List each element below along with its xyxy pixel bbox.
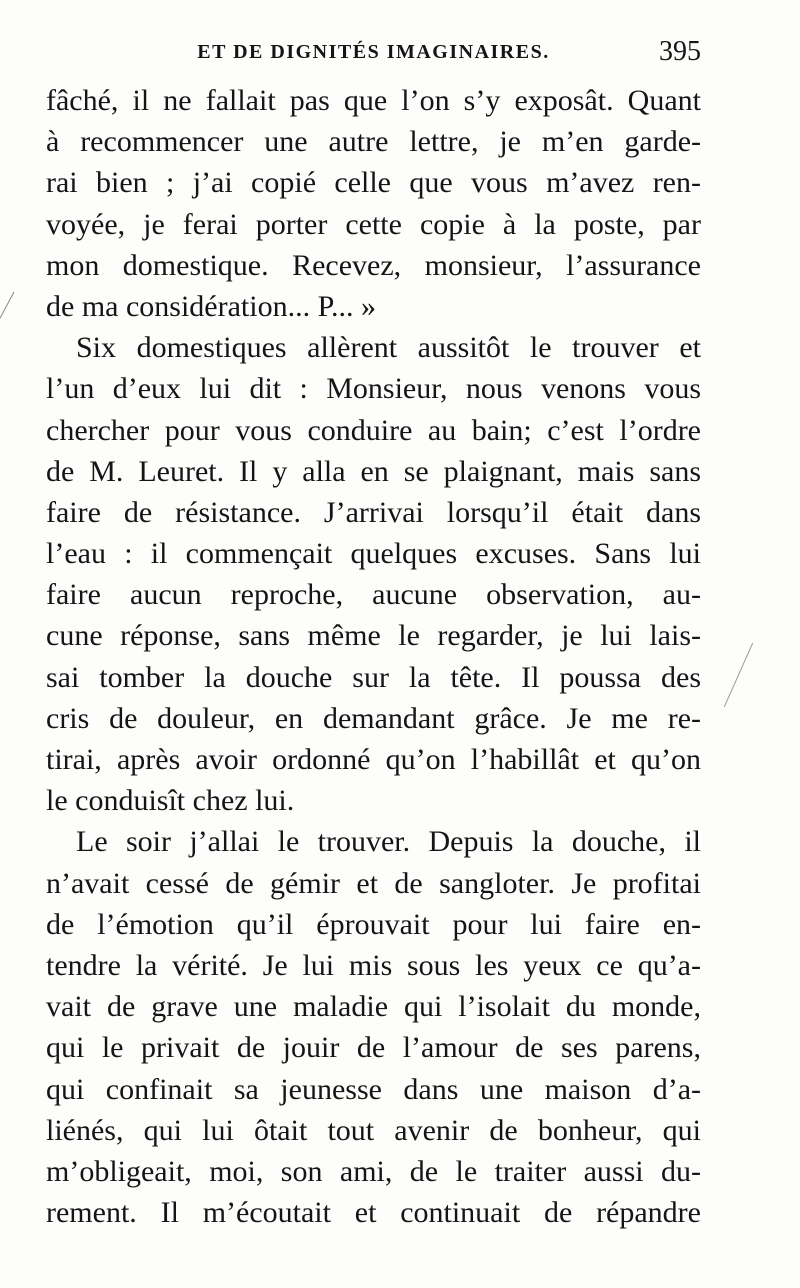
text-line: de ma considération... P... » bbox=[46, 289, 376, 323]
text-line: l’eau : il commençait quelques excuses. Sans lui bbox=[46, 537, 701, 571]
text-line: liénés, qui lui ôtait tout avenir de bonheur, qui bbox=[46, 1113, 701, 1147]
running-head bbox=[46, 32, 701, 72]
text-line: à recommencer une autre lettre, je m’en garde- bbox=[46, 125, 701, 159]
text-line: tendre la vérité. Je lui mis sous les yeux ce qu’a- bbox=[46, 948, 701, 982]
text-line: cris de douleur, en demandant grâce. Je me re- bbox=[46, 701, 701, 735]
text-line: chercher pour vous conduire au bain; c’est l’ordre bbox=[46, 413, 701, 447]
text-line: de l’émotion qu’il éprouvait pour lui faire en- bbox=[46, 907, 701, 941]
text-line: de M. Leuret. Il y alla en se plaignant, mais sans bbox=[46, 454, 701, 488]
text-line: rement. Il m’écoutait et continuait de répandre bbox=[46, 1196, 701, 1230]
text-line: le conduisît chez lui. bbox=[46, 784, 295, 818]
text-line: m’obligeait, moi, son ami, de le traiter aussi du- bbox=[46, 1154, 701, 1188]
text-line: faire de résistance. J’arrivai lorsqu’il était dans bbox=[46, 495, 701, 529]
margin-mark bbox=[0, 292, 14, 321]
text-line: mon domestique. Recevez, monsieur, l’assurance bbox=[46, 248, 701, 282]
text-line: sai tomber la douche sur la tête. Il poussa des bbox=[46, 660, 701, 694]
text-line: cune réponse, sans même le regarder, je lui lais- bbox=[46, 619, 701, 653]
body-text bbox=[46, 80, 701, 1233]
text-line: qui le privait de jouir de l’amour de ses parens, bbox=[46, 1031, 701, 1065]
text-line: n’avait cessé de gémir et de sangloter. Je profitai bbox=[46, 866, 701, 900]
text-line: qui confinait sa jeunesse dans une maison d’a- bbox=[46, 1072, 701, 1106]
text-line: rai bien ; j’ai copié celle que vous m’avez ren- bbox=[46, 166, 701, 200]
text-line: faire aucun reproche, aucune observation, au- bbox=[46, 578, 701, 612]
text-line: vait de grave une maladie qui l’isolait du monde, bbox=[46, 990, 701, 1024]
page-number: 395 bbox=[659, 36, 701, 67]
text-line: l’un d’eux lui dit : Monsieur, nous venons vous bbox=[46, 372, 701, 406]
text-line: Six domestiques allèrent aussitôt le trouver et bbox=[76, 331, 701, 365]
text-line: tirai, après avoir ordonné qu’on l’habillât et qu’on bbox=[46, 743, 701, 776]
running-title: ET DE DIGNITÉS IMAGINAIRES. bbox=[197, 41, 550, 63]
margin-mark bbox=[724, 643, 753, 707]
text-line: Le soir j’allai le trouver. Depuis la douche, il bbox=[76, 825, 701, 859]
text-line: fâché, il ne fallait pas que l’on s’y exposât. Quant bbox=[46, 84, 701, 117]
text-line: voyée, je ferai porter cette copie à la poste, par bbox=[46, 207, 701, 241]
